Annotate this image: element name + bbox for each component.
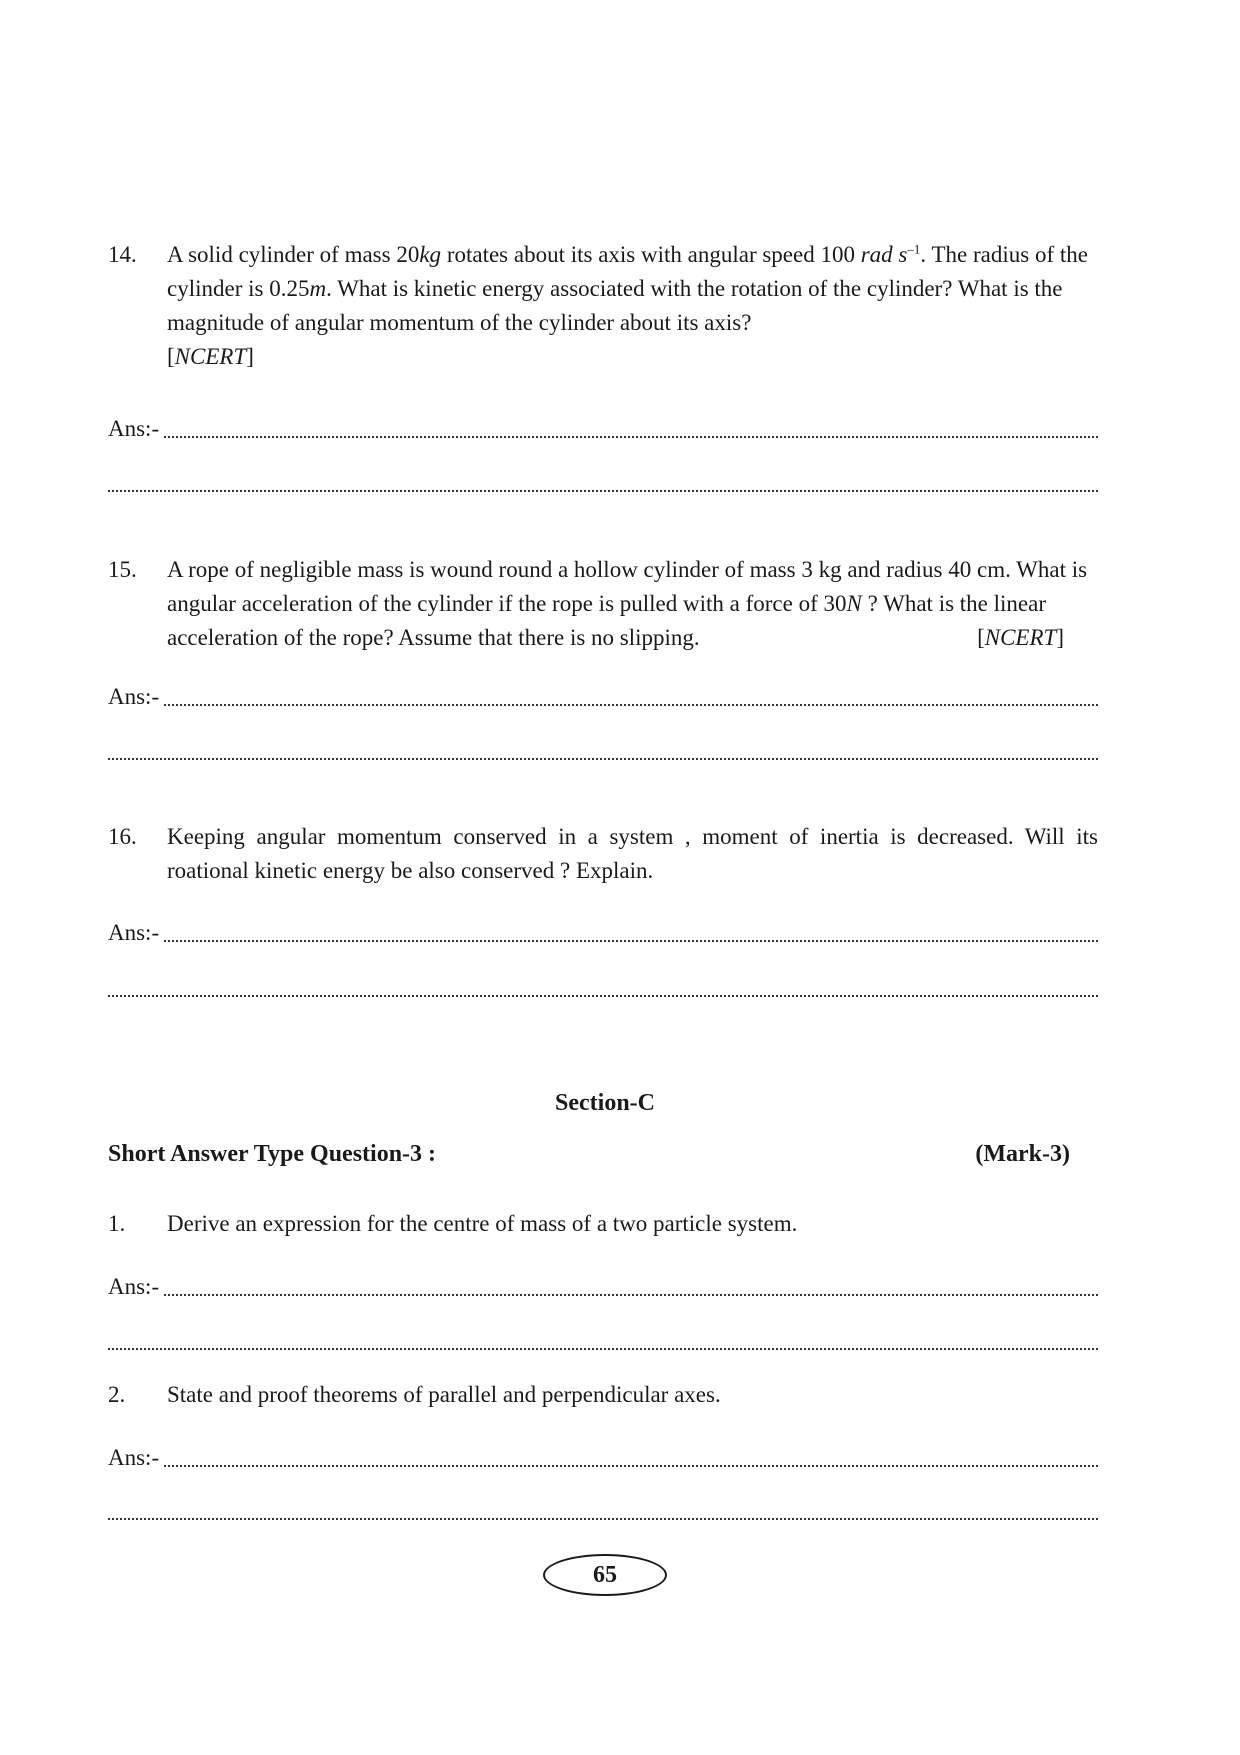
question-text: Derive an expression for the centre of mass of a two particle system. [167,1211,798,1236]
section-c-question-1 [108,1207,1098,1241]
ncert-reference: [NCERT] [167,344,254,369]
page-number: 65 [543,1554,667,1596]
answer-line-blank[interactable] [108,756,1098,760]
answer-line[interactable] [108,682,1098,712]
answer-label: Ans:- [108,1443,159,1473]
answer-line[interactable] [108,1272,1098,1302]
answer-line-blank[interactable] [108,1346,1098,1350]
question-text: Keeping angular momentum conserved in a system , moment of inertia is decreased. Will its roational kinetic energy be also conserved ? Explain. [167,824,1098,883]
answer-label: Ans:- [108,414,159,444]
question-15 [108,553,1098,655]
section-c-question-2 [108,1378,1098,1412]
answer-label: Ans:- [108,682,159,712]
question-number: 16. [108,824,137,849]
section-marks: (Mark-3) [975,1141,1070,1167]
question-number: 2. [108,1382,126,1407]
question-number: 15. [108,557,137,582]
question-16 [108,820,1098,888]
question-14 [108,238,1098,374]
question-number: 1. [108,1211,126,1236]
answer-line-blank[interactable] [108,993,1098,997]
question-text: A solid cylinder of mass 20kg rotates about its axis with angular speed 100 rad $s^{-1}$. The radius of the cylinder is 0.25m. What is kinetic energy associated with the rotation of the cylinder? What is the magnitude of angular momentum of the cylinder about its axis? [NCERT] [167,241,1088,369]
section-title: Section-C [555,1090,655,1116]
answer-line[interactable] [108,918,1098,948]
section-subheading: Short Answer Type Question-3 : [108,1141,437,1167]
answer-label: Ans:- [108,918,159,948]
answer-line-blank[interactable] [108,1516,1098,1520]
question-text: A rope of negligible mass is wound round a hollow cylinder of mass 3 kg and radius 40 cm. What is angular acceleration of the cylinder if the rope is pulled with a force of 30N ? What is the linear acceleration of the rope? Assume that there is no slipping. [NCERT] [167,553,1098,655]
question-text: State and proof theorems of parallel and perpendicular axes. [167,1382,721,1407]
ncert-reference: [NCERT] [977,625,1064,650]
answer-line[interactable] [108,1443,1098,1473]
question-number: 14. [108,242,137,267]
answer-line-blank[interactable] [108,488,1098,492]
answer-label: Ans:- [108,1272,159,1302]
answer-line[interactable] [108,414,1098,444]
